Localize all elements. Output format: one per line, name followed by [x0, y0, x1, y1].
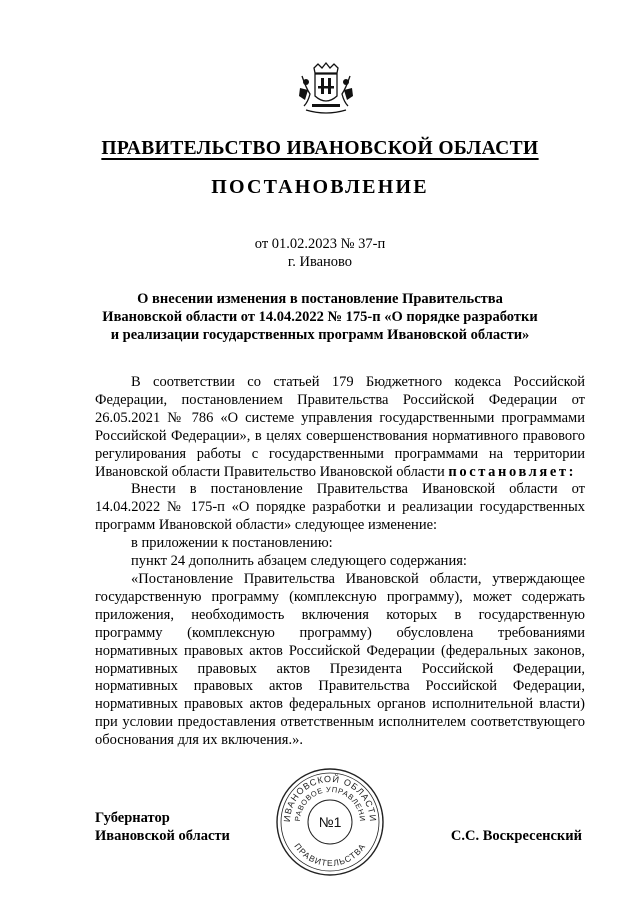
signatory-title	[95, 809, 230, 845]
coat-of-arms-icon	[296, 60, 356, 118]
svg-text:ПРАВИТЕЛЬСТВА	[292, 841, 367, 868]
paragraph-quote: «Постановление Правительства Ивановской области, утверждающее государственную программу (комплексную программу), может содержать приложения, необходимость включения которых в государственную программу (комплексную программу) обусловлена требованиями нормативных правовых актов Российской Федерации (федеральных законов, нормативных правовых актов Президента Российской Федерации, нормативных правовых актов Правительства Российской Федерации, нормативных правовых актов федеральных органов исполнительной власти) при условии предоставления ответственным исполнителем соответствующего обоснования для их включения.».	[95, 570, 585, 749]
signatory-title-line: Ивановской области	[95, 828, 230, 844]
government-title: ПРАВИТЕЛЬСТВО ИВАНОВСКОЙ ОБЛАСТИ	[101, 138, 539, 159]
paragraph-appendix: в приложении к постановлению:	[131, 535, 333, 552]
document-body	[95, 374, 585, 750]
subject-line: и реализации государственных программ Ивановской области»	[110, 327, 530, 343]
paragraph-preamble	[95, 374, 585, 481]
signatory-name: С.С. Воскресенский	[450, 828, 582, 844]
subject-line: Ивановской области от 14.04.2022 № 175-п «О порядке разработки	[102, 309, 538, 325]
resolves-keyword: постановляет:	[448, 463, 577, 480]
signatory-title-line: Губернатор	[95, 810, 170, 826]
stamp-lower-text: ПРАВИТЕЛЬСТВА	[292, 841, 368, 869]
subject-line: О внесении изменения в постановление Правительства	[137, 291, 503, 307]
document-meta	[0, 235, 640, 271]
city: г. Иваново	[287, 254, 353, 270]
document-subject	[60, 290, 580, 344]
paragraph-amend: Внести в постановление Правительства Ивановской области от 14.04.2022 № 175-п «О порядке разработки и реализации государственных программ Ивановской области» следующее изменение:	[95, 481, 585, 534]
official-stamp	[274, 766, 386, 878]
stamp-inner-text: РАВОВОЕ УПРАВЛЕНИ	[292, 784, 368, 823]
document-type: ПОСТАНОВЛЕНИЕ	[211, 176, 429, 198]
date-number: от 01.02.2023 № 37-п	[254, 236, 386, 252]
stamp-number: №1	[318, 814, 342, 830]
stamp-outer-text: ИВАНОВСКОЙ ОБЛАСТИ	[281, 773, 379, 823]
paragraph-point: пункт 24 дополнить абзацем следующего содержания:	[131, 553, 467, 570]
preamble-text: В соответствии со статьей 179 Бюджетного кодекса Российской Федерации, постановлением Правительства Российской Федерации от 26.05.2021 № 786 «О системе управления государственными программами Российской Федерации», в целях совершенствования нормативного правового регулирования работы с государственными программами на территории Ивановской области Правительство Ивановской области	[95, 374, 585, 480]
